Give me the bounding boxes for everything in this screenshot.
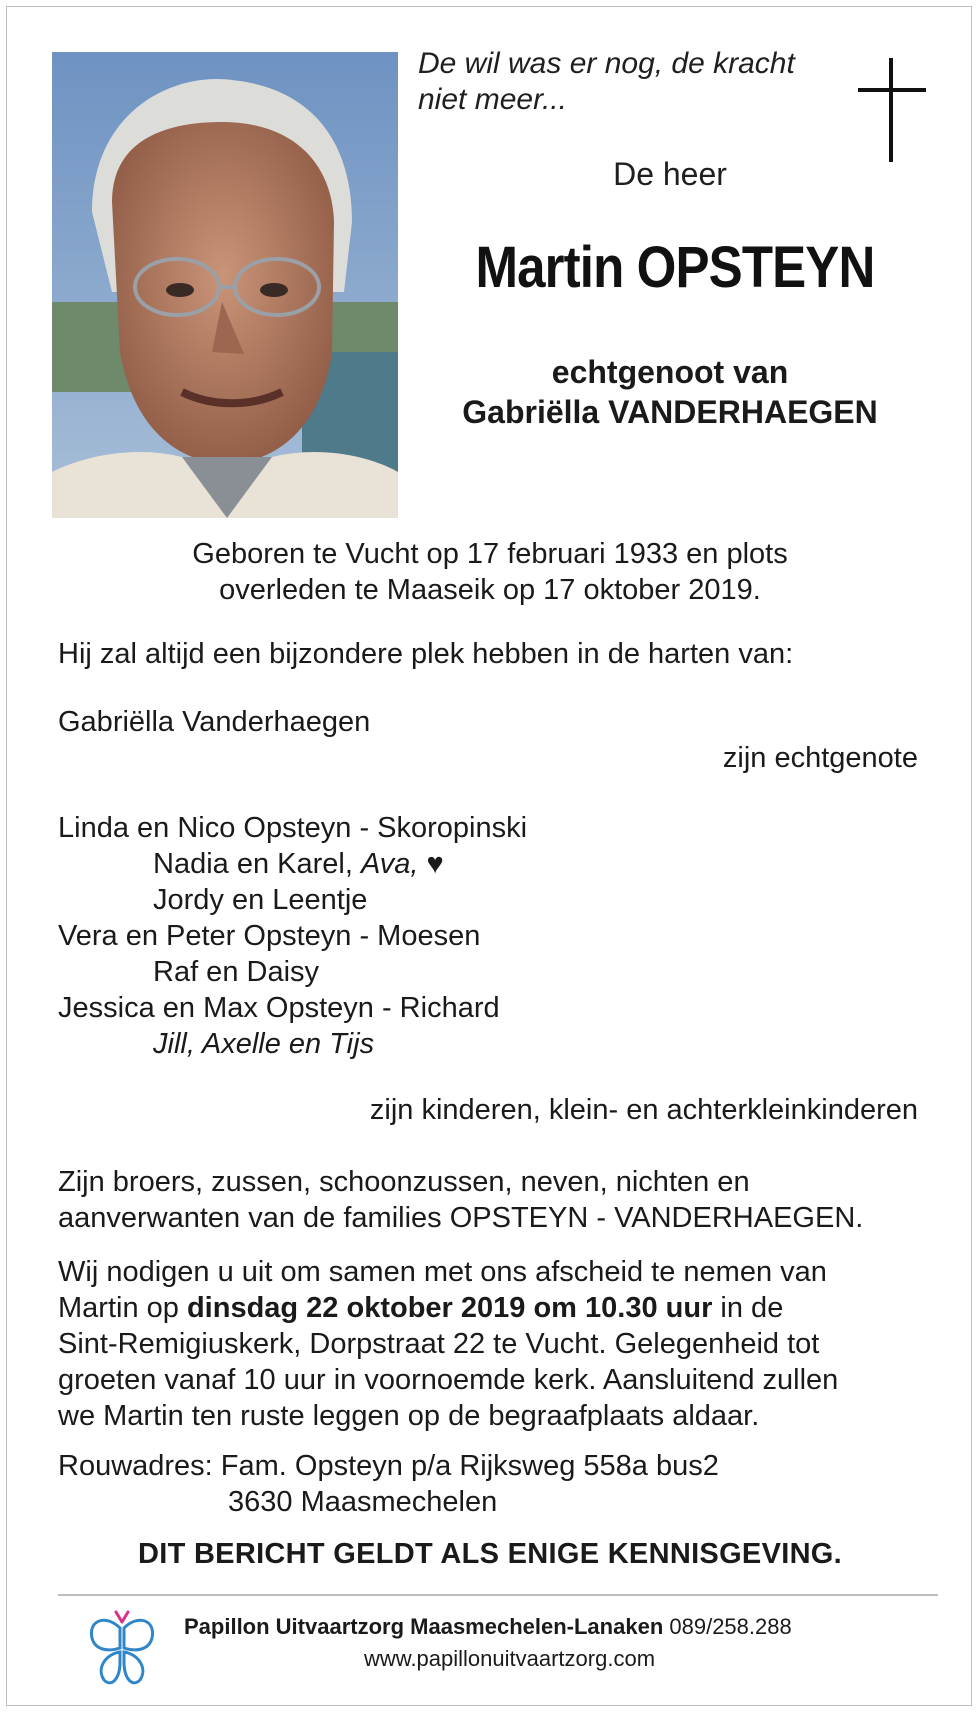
children-role: zijn kinderen, klein- en achterkleinkinderen <box>369 1094 918 1126</box>
family-list <box>58 810 527 1062</box>
family-row <box>58 846 527 882</box>
family-row: Raf en Daisy <box>153 956 320 988</box>
portrait-photo <box>52 52 398 518</box>
death-line: overleden te Maaseik op 17 oktober 2019. <box>219 574 761 606</box>
spouse-relation <box>410 352 930 432</box>
divider <box>58 1594 938 1596</box>
memorial-quote <box>418 46 838 118</box>
quote-line: niet meer... <box>418 83 567 116</box>
relatives-paragraph <box>58 1164 938 1236</box>
great-grandchild: Ava, <box>360 848 419 880</box>
relatives-line: Zijn broers, zussen, schoonzussen, neven, nichten en <box>58 1166 750 1198</box>
honorific: De heer <box>613 156 727 192</box>
funeral-home-name: Papillon Uitvaartzorg Maasmechelen-Lanaken <box>184 1614 664 1639</box>
address-line: Rouwadres: Fam. Opsteyn p/a Rijksweg 558a bus2 <box>58 1450 719 1482</box>
invite-line: Sint-Remigiuskerk, Dorpstraat 22 te Vucht. Gelegenheid tot <box>58 1328 820 1360</box>
family-row: Jessica en Max Opsteyn - Richard <box>58 992 500 1024</box>
address-city: 3630 Maasmechelen <box>228 1486 498 1518</box>
relatives-line: aanverwanten van de families OPSTEYN - VANDERHAEGEN. <box>58 1202 864 1234</box>
service-datetime: dinsdag 22 oktober 2019 om 10.30 uur <box>186 1292 713 1324</box>
invite-line <box>58 1290 938 1326</box>
deceased-name: Martin OPSTEYN <box>475 235 875 300</box>
family-row: Vera en Peter Opsteyn - Moesen <box>58 920 481 952</box>
funeral-home-info <box>184 1614 792 1640</box>
spouse-role: zijn echtgenote <box>722 742 918 774</box>
relation-label: echtgenoot van <box>551 354 789 390</box>
invite-line: Wij nodigen u uit om samen met ons afscheid te nemen van <box>58 1256 827 1288</box>
family-row: Linda en Nico Opsteyn - Skoropinski <box>58 812 528 844</box>
invite-line: we Martin ten ruste leggen op de begraafplaats aldaar. <box>58 1400 760 1432</box>
notice-text: DIT BERICHT GELDT ALS ENIGE KENNISGEVING. <box>137 1538 843 1570</box>
family-row: Jill, Axelle en Tijs <box>153 1028 375 1060</box>
spouse-entry: Gabriëlla Vanderhaegen <box>58 706 371 738</box>
spouse-name: Gabriëlla VANDERHAEGEN <box>462 394 878 430</box>
invitation-paragraph <box>58 1254 938 1434</box>
invite-line: groeten vanaf 10 uur in voornoemde kerk. Aansluitend zullen <box>58 1364 839 1396</box>
cross-icon <box>858 58 926 162</box>
quote-line: De wil was er nog, de kracht <box>418 47 795 80</box>
funeral-home-website[interactable]: www.papillonuitvaartzorg.com <box>364 1646 656 1671</box>
family-row: Jordy en Leentje <box>153 884 368 916</box>
butterfly-logo-icon <box>86 1608 158 1690</box>
born-line: Geboren te Vucht op 17 februari 1933 en plots <box>192 538 788 570</box>
family-names: Nadia en Karel, <box>153 848 361 880</box>
intro-text: Hij zal altijd een bijzondere plek hebben in de harten van: <box>58 638 794 670</box>
invite-text: in de <box>712 1292 784 1324</box>
funeral-home-phone[interactable]: 089/258.288 <box>663 1614 792 1639</box>
birth-death-info <box>60 536 920 608</box>
heart-icon: ♥ <box>418 848 444 880</box>
invite-text: Martin op <box>58 1292 187 1324</box>
